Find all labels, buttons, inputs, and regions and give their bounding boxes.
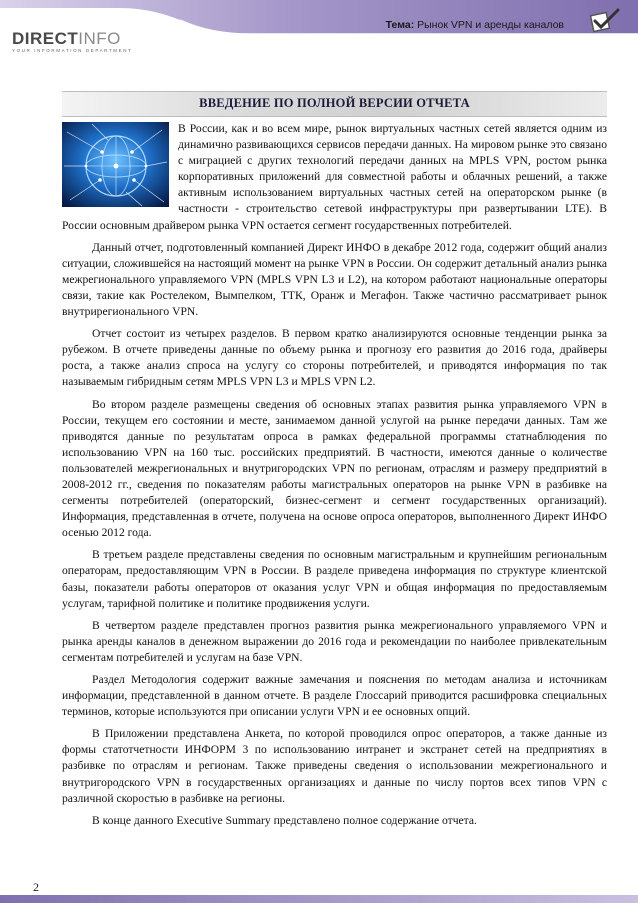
- paragraph-2: Данный отчет, подготовленный компанией Директ ИНФО в декабре 2012 года, содержит общий анализ ситуации, сложившейся на настоящий момент на рынке VPN в России. Он содержит детальный анализ рынка межрегионального управляемого VPN (MPLS VPN L3 и L2), на котором работают национальные операторы связи, такие как Ростелеком, Вымпелком, ТТК, Оранж и Мегафон. Также частично рассматривает рынок внутрирегионального VPN.: [62, 240, 607, 319]
- page-number: 2: [33, 880, 39, 894]
- logo-tagline: YOUR INFORMATION DEPARTMENT: [12, 48, 133, 53]
- paragraph-8: В Приложении представлена Анкета, по которой проводился опрос операторов, а также данные из формы статотчетности ИНФОРМ 3 по использованию интранет и экстранет сетей на предприятиях в разбивке по отраслям и регионам. Также приведены сведения о использовании межрегионального и внутригородского VPN в государственных организациях и данные по числу портов всех типов VPN с различной скоростью в разбивке на регионы.: [62, 727, 607, 805]
- paragraph-3: Отчет состоит из четырех разделов. В первом кратко анализируются основные тенденции рынка за рубежом. В отчете приведены данные по объему рынка и прогнозу его развития до 2016 года, драйверы роста, а также анализ спроса на услугу со стороны потребителей, и приводятся информация по так называемым гибридным сетям MPLS VPN L3 и MPLS VPN L2.: [62, 327, 607, 389]
- paragraph-5: В третьем разделе представлены сведения по основным магистральным и крупнейшим региональным операторам, предоставляющим VPN в России. В разделе приведена информация по структуре клиентской базы, показатели работы операторов от оказания услуг VPN и общая информация по предоставляемым услугам, тарифной политике и политике продвижения услуги.: [62, 548, 607, 610]
- logo-info: INFO: [78, 29, 121, 48]
- page-header: [0, 0, 638, 58]
- paragraph-9: В конце данного Executive Summary представлено полное содержание отчета.: [92, 813, 477, 827]
- paragraph-4: Во втором разделе размещены сведения об основных этапах развития рынка управляемого VPN в России, текущем его состоянии и месте, занимаемом данной услугой на рынке передачи данных. Там же приводятся данные по результатам опроса в рамках федеральной программы статнаблюдения по использованию VPN на 160 тыс. российских предприятий. В частности, имеются данные о количестве пользователей межрегиональных и внутригородских VPN по регионам, отраслям и размеру предприятий в 2008-2012 гг., сведения по показателям работы магистральных операторов на рынке VPN в разбивке на сегменты потребителей (операторский, бизнес-сегмент и сегмент государственных организаций). Информация, представленная в отчете, получена на основе опроса операторов, выполненного Директ ИНФО осенью 2012 года.: [62, 397, 607, 540]
- checkmark-icon: [589, 8, 621, 34]
- section-title: ВВЕДЕНИЕ ПО ПОЛНОЙ ВЕРСИИ ОТЧЕТА: [199, 96, 470, 110]
- paragraph-7: Раздел Методология содержит важные замечания и пояснения по методам анализа и источникам информации, представленной в данном отчете. В разделе Глоссарий приводится расшифровка специальных терминов, которые используются при описании услуги VPN и ее основных опций.: [62, 673, 607, 719]
- section-title-bar: [62, 91, 607, 117]
- report-topic: [386, 19, 564, 31]
- paragraph-1: В России, как и во всем мире, рынок виртуальных частных сетей является одним из динамично развивающихся сервисов передачи данных. На мировом рынке это связано с миграцией с других технологий передачи данных на MPLS VPN, ростом рынка корпоративных приложений для совместной работы и облачных решений, а также активным использованием виртуальных частных сетей на операторском рынке (в частности - строительство сетевой инфраструктуры при развертывании LTE). В России основным драйвером рынка VPN остается сегмент государственных потребителей.: [62, 122, 607, 232]
- picture-placeholder: [62, 121, 178, 209]
- topic-value: Рынок VPN и аренды каналов: [417, 19, 564, 31]
- footer-band: [0, 891, 638, 903]
- logo: [12, 30, 132, 53]
- report-body: [62, 121, 607, 835]
- paragraph-6: В четвертом разделе представлен прогноз развития рынка межрегионального управляемого VPN и рынка аренды каналов в денежном выражении до 2016 года и рекомендации по наиболее привлекательным сегментам потребителей и услугам на базе VPN.: [62, 618, 607, 664]
- topic-label: Тема:: [385, 19, 415, 31]
- logo-direct: DIRECT: [12, 29, 79, 48]
